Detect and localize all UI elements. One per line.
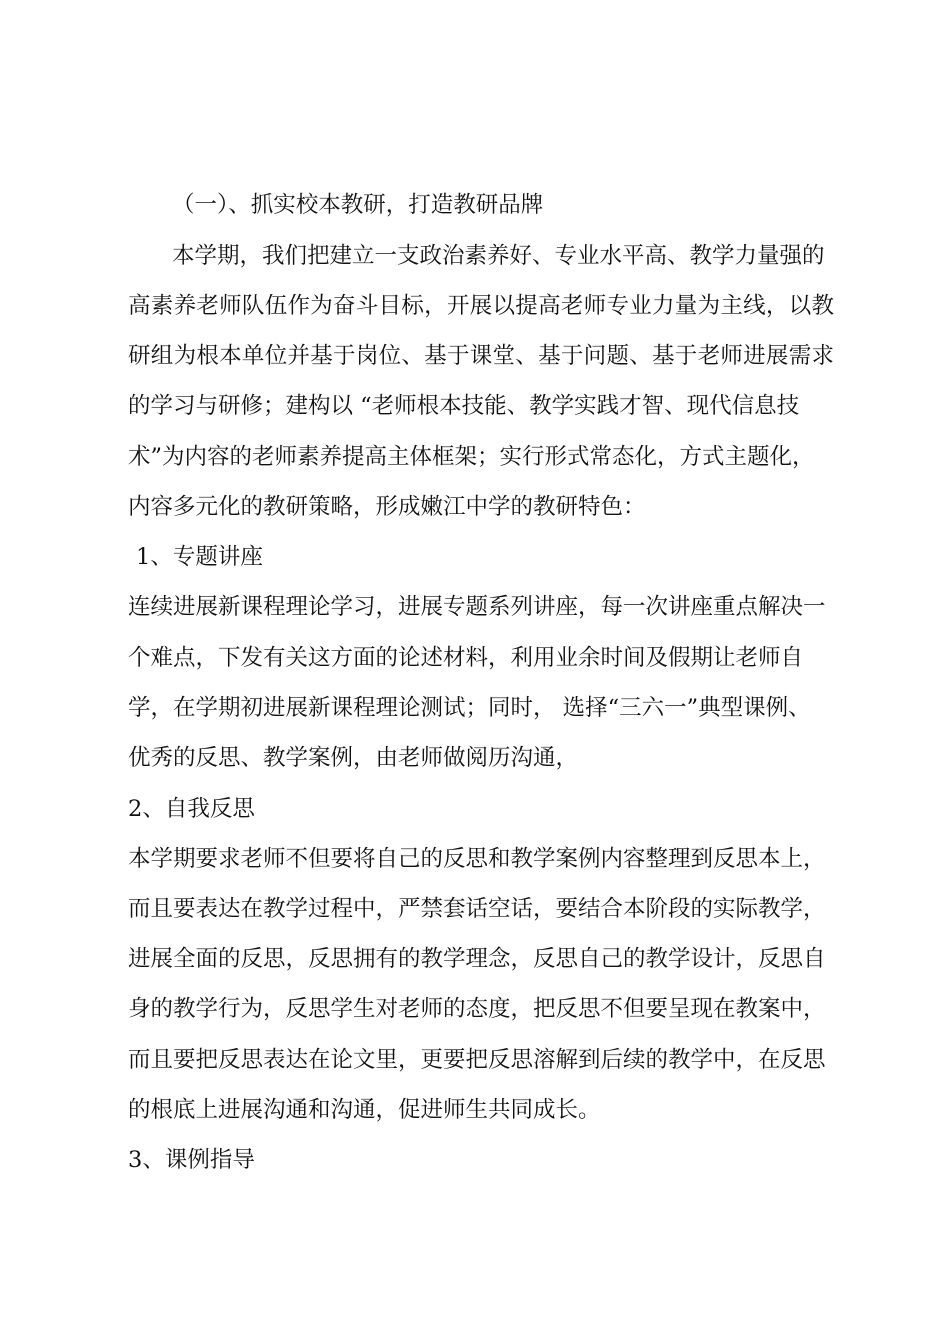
intro-line-6: 内容多元化的教研策略，形成嫩江中学的教研特色： — [128, 494, 646, 520]
item2-line-1: 本学期要求老师不但要将自己的反思和教学案例内容整理到反思本上， — [128, 846, 826, 872]
item2-line-5: 而且要把反思表达在论文里，更要把反思溶解到后续的教学中，在反思 — [128, 1047, 826, 1073]
intro-line-4: 的学习与研修；建构以 “老师根本技能、教学实践才智、现代信息技 — [128, 393, 800, 419]
item2-line-4: 身的教学行为，反思学生对老师的态度，把反思不但要呈现在教案中， — [128, 996, 826, 1022]
item1-line-3: 学，在学期初进展新课程理论测试；同时， 选择“三六一”典型课例、 — [128, 695, 811, 721]
intro-line-1: 本学期，我们把建立一支政治素养好、专业水平高、教学力量强的 — [172, 243, 825, 269]
section-heading: （一）、抓实校本教研，打造教研品牌 — [172, 192, 544, 218]
item2-title: 2、自我反思 — [128, 796, 255, 822]
item1-line-1: 连续进展新课程理论学习，进展专题系列讲座，每一次讲座重点解决一 — [128, 594, 826, 620]
item1-title: 1、专题讲座 — [136, 544, 263, 570]
intro-line-2: 高素养老师队伍作为奋斗目标，开展以提高老师专业力量为主线，以教 — [128, 293, 834, 319]
item2-line-2: 而且要表达在教学过程中，严禁套话空话，要结合本阶段的实际教学， — [128, 896, 826, 922]
intro-line-3: 研组为根本单位并基于岗位、基于课堂、基于问题、基于老师进展需求 — [128, 343, 834, 369]
item1-line-4: 优秀的反思、教学案例，由老师做阅历沟通， — [128, 745, 579, 771]
intro-line-5: 术”为内容的老师素养提高主体框架；实行形式常态化，方式主题化， — [128, 444, 815, 470]
item3-title: 3、课例指导 — [128, 1147, 255, 1173]
item1-line-2: 个难点，下发有关这方面的论述材料，利用业余时间及假期让老师自 — [128, 645, 804, 671]
item2-line-3: 进展全面的反思，反思拥有的教学理念，反思自己的教学设计，反思自 — [128, 946, 826, 972]
item2-line-6: 的根底上进展沟通和沟通，促进师生共同成长。 — [128, 1097, 601, 1123]
